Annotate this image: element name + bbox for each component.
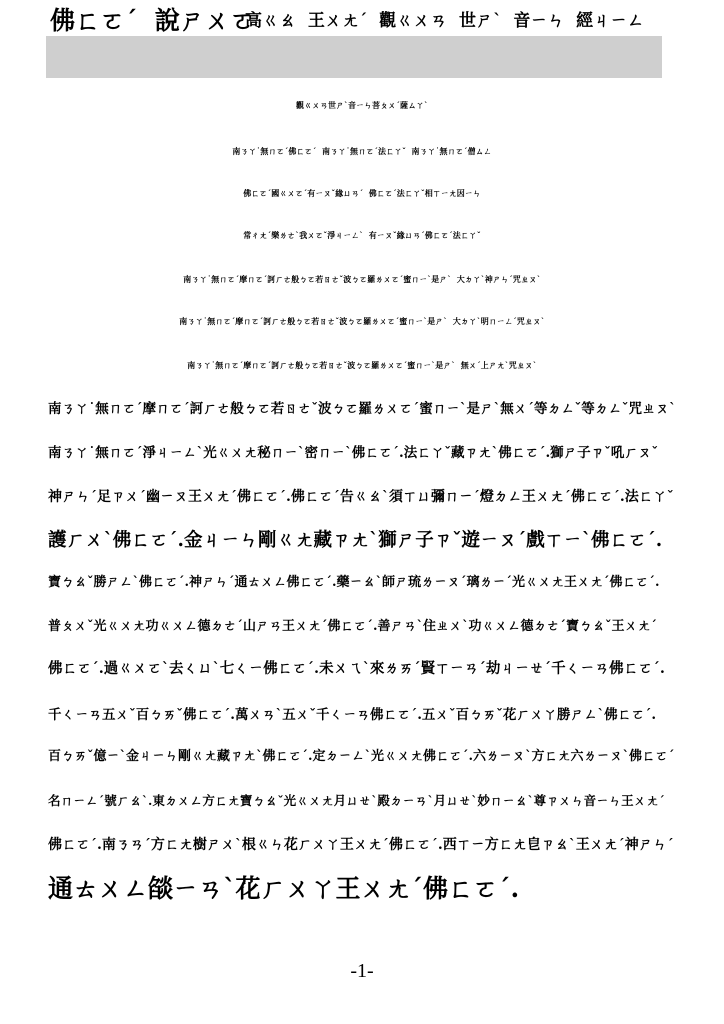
text-line: 護ㄏㄨˋ佛ㄈㄛˊ.金ㄐㄧㄣ剛ㄍㄤ藏ㄗㄤˋ獅ㄕ子ㄗˇ遊ㄧㄡˊ戲ㄒㄧˋ佛ㄈㄛˊ. [48,530,663,551]
text-line: 佛ㄈㄛˊ.南ㄋㄢˊ方ㄈㄤ樹ㄕㄨˋ根ㄍㄣ花ㄏㄨㄚ王ㄨㄤˊ佛ㄈㄛˊ.西ㄒㄧ方ㄈㄤ皀ㄗㄠˋ王ㄨㄤˊ神ㄕㄣˊ [48,837,674,853]
text-line: 神ㄕㄣˊ足ㄗㄨˊ幽ㄧㄡ王ㄨㄤˊ佛ㄈㄛˊ.佛ㄈㄛˊ告ㄍㄠˋ須ㄒㄩ彌ㄇㄧˊ燈ㄉㄥ王ㄨㄤˊ佛ㄈㄛˊ.法ㄈㄚˇ [48,489,674,505]
text-line: 佛ㄈㄛˊ.過ㄍㄨㄛˋ去ㄑㄩˋ七ㄑㄧ佛ㄈㄛˊ.未ㄨㄟˋ來ㄌㄞˊ賢ㄒㄧㄢˊ劫ㄐㄧㄝˊ千ㄑㄧㄢ佛ㄈㄛˊ. [48,660,665,677]
text-line: 名ㄇㄧㄥˊ號ㄏㄠˋ.東ㄉㄨㄥ方ㄈㄤ寶ㄅㄠˇ光ㄍㄨㄤ月ㄩㄝˋ殿ㄉㄧㄢˋ月ㄩㄝˋ妙ㄇㄧㄠˋ尊ㄗㄨㄣ音ㄧㄣ王ㄨㄤˊ [48,793,665,808]
title-bar [46,36,662,78]
text-line: 千ㄑㄧㄢ五ㄨˇ百ㄅㄞˇ佛ㄈㄛˊ.萬ㄨㄢˋ五ㄨˇ千ㄑㄧㄢ佛ㄈㄛˊ.五ㄨˇ百ㄅㄞˇ花ㄏㄨㄚ勝ㄕㄥˋ佛ㄈㄛˊ. [48,707,657,723]
text-line: 百ㄅㄞˇ億ㄧˋ金ㄐㄧㄣ剛ㄍㄤ藏ㄗㄤˋ佛ㄈㄛˊ.定ㄉㄧㄥˋ光ㄍㄨㄤ佛ㄈㄛˊ.六ㄌㄧㄡˋ方ㄈㄤ六ㄌㄧㄡˋ佛ㄈㄛˊ [48,749,675,764]
page-number: -1- [350,960,374,982]
text-line: 南ㄋㄚ˙無ㄇㄛˊ淨ㄐㄧㄥˋ光ㄍㄨㄤ秘ㄇㄧˋ密ㄇㄧˋ佛ㄈㄛˊ.法ㄈㄚˇ藏ㄗㄤˋ佛ㄈㄛˊ.獅ㄕ子ㄗˇ吼ㄏㄡˇ [48,445,659,461]
text-line: 南ㄋㄚ˙無ㄇㄛˊ摩ㄇㄛˊ訶ㄏㄜ般ㄅㄛ若ㄖㄜˇ波ㄅㄛ羅ㄌㄨㄛˊ蜜ㄇㄧˋ是ㄕˋ無ㄨˊ等ㄉㄥˇ等ㄉㄥˇ咒ㄓㄡˋ [48,401,676,417]
title-left: 佛ㄈㄛˊ 說ㄕㄨㄛ [50,6,255,35]
text-line: 佛ㄈㄛˊ國ㄍㄨㄛˊ有ㄧㄡˇ緣ㄩㄢˊ 佛ㄈㄛˊ法ㄈㄚˇ相ㄒㄧㄤ因ㄧㄣ [243,188,481,198]
text-line: 觀ㄍㄨㄢ世ㄕˋ音ㄧㄣ菩ㄆㄨˊ薩ㄙㄚˋ [296,100,428,110]
text-line: 南ㄋㄚ˙無ㄇㄛˊ摩ㄇㄛˊ訶ㄏㄜ般ㄅㄛ若ㄖㄜˇ波ㄅㄛ羅ㄌㄨㄛˊ蜜ㄇㄧˋ是ㄕˋ 大ㄉㄚˋ神ㄕㄣˊ咒ㄓㄡˋ [183,274,541,284]
text-line: 普ㄆㄨˇ光ㄍㄨㄤ功ㄍㄨㄥ德ㄉㄜˊ山ㄕㄢ王ㄨㄤˊ佛ㄈㄛˊ.善ㄕㄢˋ住ㄓㄨˋ功ㄍㄨㄥ德ㄉㄜˊ寶ㄅㄠˇ王ㄨㄤˊ [48,619,658,634]
title-right: 高ㄍㄠ 王ㄨㄤˊ 觀ㄍㄨㄢ 世ㄕˋ 音ㄧㄣ 經ㄐㄧㄥ [245,11,645,31]
text-line: 南ㄋㄚ˙無ㄇㄛˊ摩ㄇㄛˊ訶ㄏㄜ般ㄅㄛ若ㄖㄜˇ波ㄅㄛ羅ㄌㄨㄛˊ蜜ㄇㄧˋ是ㄕˋ 大ㄉㄚˋ明ㄇㄧㄥˊ咒ㄓㄡˋ [179,316,545,326]
text-line: 南ㄋㄚ˙無ㄇㄛˊ佛ㄈㄛˊ 南ㄋㄚ˙無ㄇㄛˊ法ㄈㄚˇ 南ㄋㄚ˙無ㄇㄛˊ僧ㄙㄥ [232,146,492,156]
text-line: 南ㄋㄚ˙無ㄇㄛˊ摩ㄇㄛˊ訶ㄏㄜ般ㄅㄛ若ㄖㄜˇ波ㄅㄛ羅ㄌㄨㄛˊ蜜ㄇㄧˋ是ㄕˋ 無ㄨˊ上ㄕㄤˋ咒ㄓㄡˋ [187,360,537,370]
text-line: 寶ㄅㄠˇ勝ㄕㄥˋ佛ㄈㄛˊ.神ㄕㄣˊ通ㄊㄨㄥ佛ㄈㄛˊ.藥ㄧㄠˋ師ㄕ琉ㄌㄧㄡˊ璃ㄌㄧˊ光ㄍㄨㄤ王ㄨㄤˊ佛ㄈㄛˊ. [48,575,660,590]
text-line: 常ㄔㄤˊ樂ㄌㄜˋ我ㄨㄛˇ淨ㄐㄧㄥˋ 有ㄧㄡˇ緣ㄩㄢˊ佛ㄈㄛˊ法ㄈㄚˇ [243,230,481,240]
text-line: 通ㄊㄨㄥ燄ㄧㄢˋ花ㄏㄨㄚ王ㄨㄤˊ佛ㄈㄛˊ. [48,874,520,903]
